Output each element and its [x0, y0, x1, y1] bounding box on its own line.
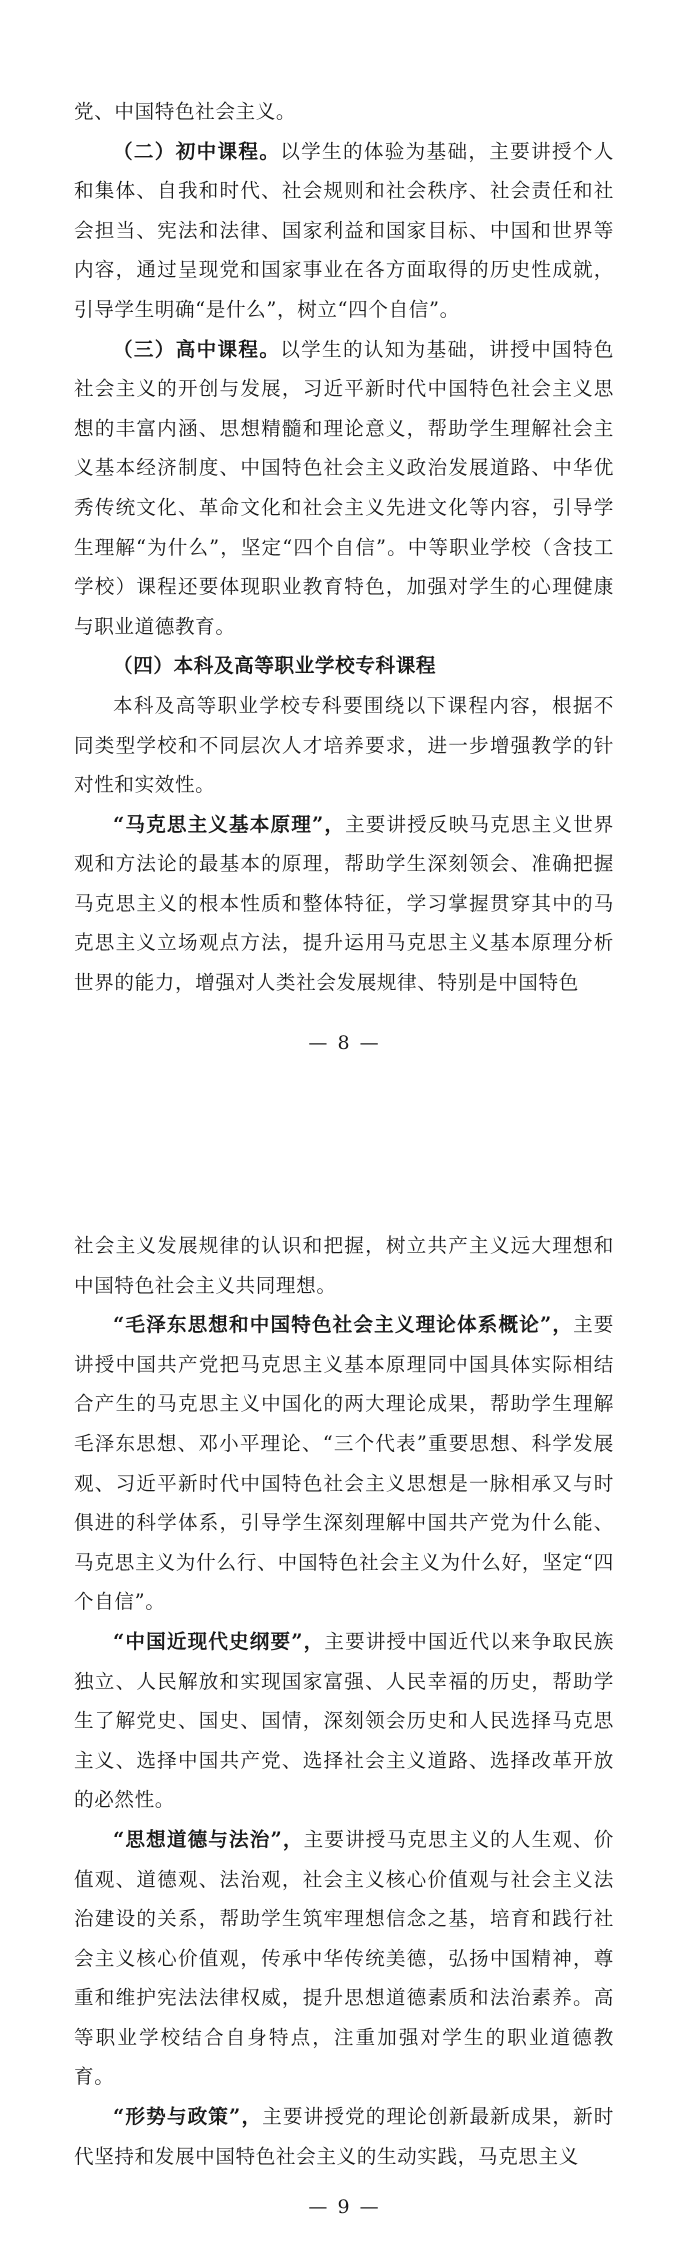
course-title: “形势与政策”，: [113, 2105, 263, 2129]
course-title: “思想道德与法治”，: [113, 1827, 304, 1851]
section-heading: （四）本科及高等职业学校专科课程: [113, 654, 437, 678]
paragraph: “思想道德与法治”，主要讲授马克思主义的人生观、价值观、道德观、法治观，社会主义核心价值观与社会主义法治建设的关系，帮助学生筑牢理想信念之基，培育和践行社会主义核心价值观，传承中华传统美德，弘扬中国精神，尊重和维护宪法法律权威，提升思想道德素质和法治素养。高等职业学校结合自身特点，注重加强对学生的职业道德教育。: [74, 1827, 614, 2089]
paragraph: “形势与政策”，主要讲授党的理论创新最新成果，新时代坚持和发展中国特色社会主义的生动实践，马克思主义: [74, 2105, 614, 2168]
page-number: — 9 —: [308, 2196, 381, 2218]
page-8-body: [74, 92, 614, 1003]
page-number: — 8 —: [308, 1032, 381, 1054]
paragraph: “毛泽东思想和中国特色社会主义理论体系概论”，主要讲授中国共产党把马克思主义基本原理同中国具体实际相结合产生的马克思主义中国化的两大理论成果，帮助学生理解毛泽东思想、邓小平理论、“三个代表”重要思想、科学发展观、习近平新时代中国特色社会主义思想是一脉相承又与时俱进的科学体系，引导学生深刻理解中国共产党为什么能、马克思主义为什么行、中国特色社会主义为什么好，坚定“四个自信”。: [74, 1313, 614, 1614]
paragraph: “中国近现代史纲要”，主要讲授中国近代以来争取民族独立、人民解放和实现国家富强、人民幸福的历史，帮助学生了解党史、国史、国情，深刻领会历史和人民选择马克思主义、选择中国共产党、选择社会主义道路、选择改革开放的必然性。: [74, 1629, 615, 1812]
course-title: “毛泽东思想和中国特色社会主义理论体系概论”，: [113, 1313, 574, 1337]
paragraph: （二）初中课程。以学生的体验为基础，主要讲授个人和集体、自我和时代、社会规则和社会秩序、社会责任和社会担当、宪法和法律、国家利益和国家目标、中国和世界等内容，通过呈现党和国家事业在各方面取得的历史性成就，引导学生明确“是什么”，树立“四个自信”。: [74, 139, 614, 321]
paragraph: 社会主义发展规律的认识和把握，树立共产主义远大理想和中国特色社会主义共同理想。: [74, 1234, 614, 1297]
paragraph: （三）高中课程。以学生的认知为基础，讲授中国特色社会主义的开创与发展，习近平新时代中国特色社会主义思想的丰富内涵、思想精髓和理论意义，帮助学生理解社会主义基本经济制度、中国特色社会主义政治发展道路、中华优秀传统文化、革命文化和社会主义先进文化等内容，引导学生理解“为什么”，坚定“四个自信”。中等职业学校（含技工学校）课程还要体现职业教育特色，加强对学生的心理健康与职业道德教育。: [74, 337, 614, 638]
section-heading: （三）高中课程。: [113, 337, 281, 361]
course-title: “马克思主义基本原理”，: [113, 812, 346, 836]
course-title: “中国近现代史纲要”，: [113, 1629, 325, 1653]
page-9-body: [74, 1226, 614, 2176]
section-heading: （二）初中课程。: [113, 139, 281, 163]
paragraph: 本科及高等职业学校专科要围绕以下课程内容，根据不同类型学校和不同层次人才培养要求，进一步增强教学的针对性和实效性。: [74, 693, 614, 797]
paragraph: 党、中国特色社会主义。: [74, 100, 297, 123]
paragraph: “马克思主义基本原理”，主要讲授反映马克思主义世界观和方法论的最基本的原理，帮助学生深刻领会、准确把握马克思主义的根本性质和整体特征，学习掌握贯穿其中的马克思主义立场观点方法，提升运用马克思主义基本原理分析世界的能力，增强对人类社会发展规律、特别是中国特色: [74, 812, 614, 995]
